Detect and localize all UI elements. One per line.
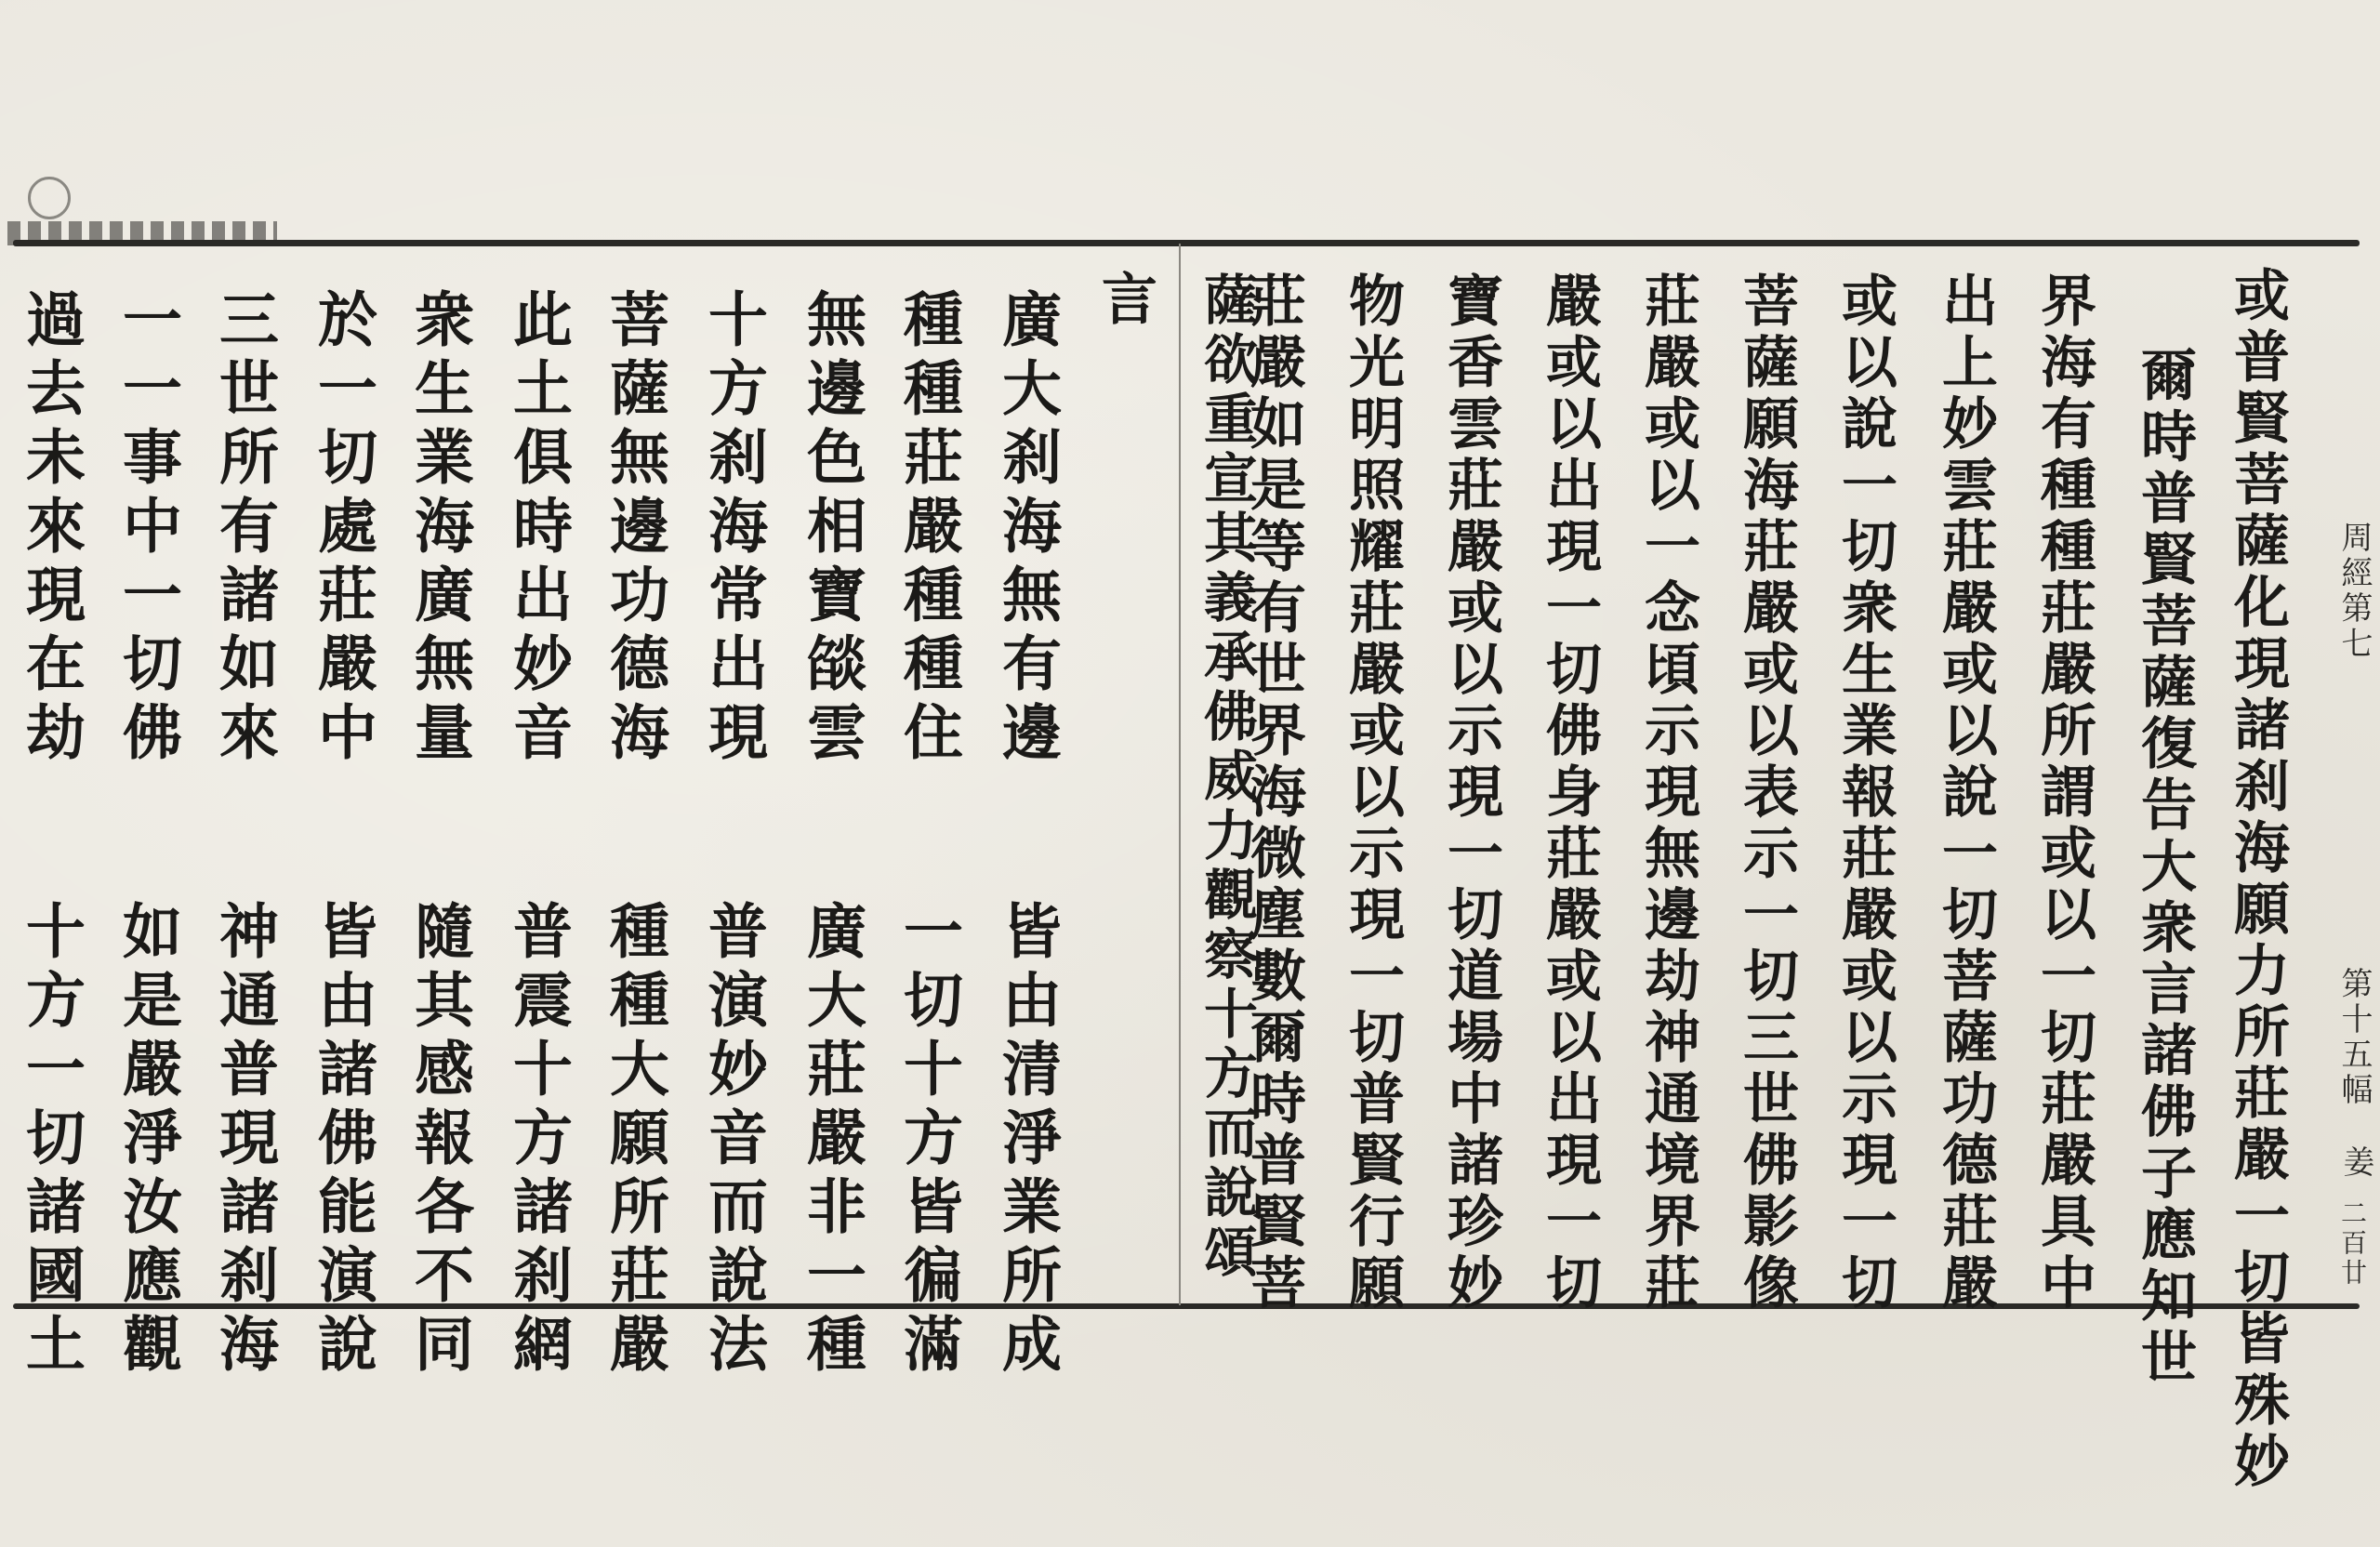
verse-line: 於一切處莊嚴中 bbox=[308, 288, 377, 770]
verse-line: 衆生業海廣無量 bbox=[404, 288, 474, 770]
text-column: 爾時普賢菩薩復告大衆言諸佛子應知世 bbox=[2132, 346, 2197, 1389]
margin-count: 二百廿 bbox=[2337, 1199, 2368, 1289]
text-column: 菩薩願海莊嚴或以表示一切三世佛影像 bbox=[1734, 271, 1799, 1315]
text-column: 言 bbox=[1092, 270, 1157, 335]
text-column: 嚴或以出現一切佛身莊嚴或以出現一切 bbox=[1537, 271, 1602, 1315]
text-column: 薩欲重宣其義承佛威力觀察十方而說頌 bbox=[1195, 271, 1258, 1283]
verse-line: 皆由清淨業所成 bbox=[992, 900, 1062, 1382]
verse-line: 皆由諸佛能演說 bbox=[308, 900, 377, 1382]
margin-carver: 姜 bbox=[2337, 1145, 2374, 1181]
verse-line: 無邊色相寶燄雲 bbox=[797, 288, 866, 770]
text-column: 界海有種種莊嚴所謂或以一切莊嚴具中 bbox=[2031, 271, 2096, 1315]
verse-line: 普演妙音而說法 bbox=[698, 900, 768, 1382]
verse-line: 廣大莊嚴非一種 bbox=[797, 900, 866, 1382]
top-border-line bbox=[13, 240, 2360, 246]
verse-line: 一一事中一切佛 bbox=[112, 288, 182, 770]
text-column: 或以說一切衆生業報莊嚴或以示現一切 bbox=[1832, 271, 1897, 1315]
text-column: 出上妙雲莊嚴或以說一切菩薩功德莊嚴 bbox=[1933, 271, 1998, 1315]
center-fold-line bbox=[1179, 244, 1181, 1305]
verse-line: 此土俱時出妙音 bbox=[503, 288, 573, 770]
verse-line: 過去未來現在劫 bbox=[16, 288, 86, 770]
verse-line: 普震十方諸刹網 bbox=[503, 900, 573, 1382]
margin-folio: 第十五幅 bbox=[2335, 967, 2373, 1108]
text-column: 莊嚴或以一念頃示現無邊劫神通境界莊 bbox=[1635, 271, 1700, 1315]
verse-line: 種種大願所莊嚴 bbox=[600, 900, 669, 1382]
ink-mark bbox=[28, 177, 71, 219]
margin-title: 周經第七 bbox=[2335, 521, 2373, 662]
text-column: 或普賢菩薩化現諸刹海願力所莊嚴一切皆殊妙 bbox=[2225, 266, 2290, 1493]
verse-line: 菩薩無邊功德海 bbox=[600, 288, 669, 770]
verse-line: 如是嚴淨汝應觀 bbox=[112, 900, 182, 1382]
verse-line: 三世所有諸如來 bbox=[209, 288, 279, 770]
verse-line: 一切十方皆徧滿 bbox=[893, 900, 963, 1382]
verse-line: 神通普現諸刹海 bbox=[209, 900, 279, 1382]
text-column: 莊嚴如是等有世界海微塵數爾時普賢菩 bbox=[1241, 271, 1306, 1315]
verse-line: 十方一切諸國土 bbox=[16, 900, 86, 1382]
text-column: 寶香雲莊嚴或以示現一切道場中諸珍妙 bbox=[1438, 271, 1503, 1315]
verse-line: 十方刹海常出現 bbox=[698, 288, 768, 770]
verse-line: 廣大刹海無有邊 bbox=[992, 288, 1062, 770]
verse-line: 隨其感報各不同 bbox=[404, 900, 474, 1382]
text-column: 物光明照耀莊嚴或以示現一切普賢行願 bbox=[1340, 271, 1405, 1315]
verse-line: 種種莊嚴種種住 bbox=[893, 288, 963, 770]
